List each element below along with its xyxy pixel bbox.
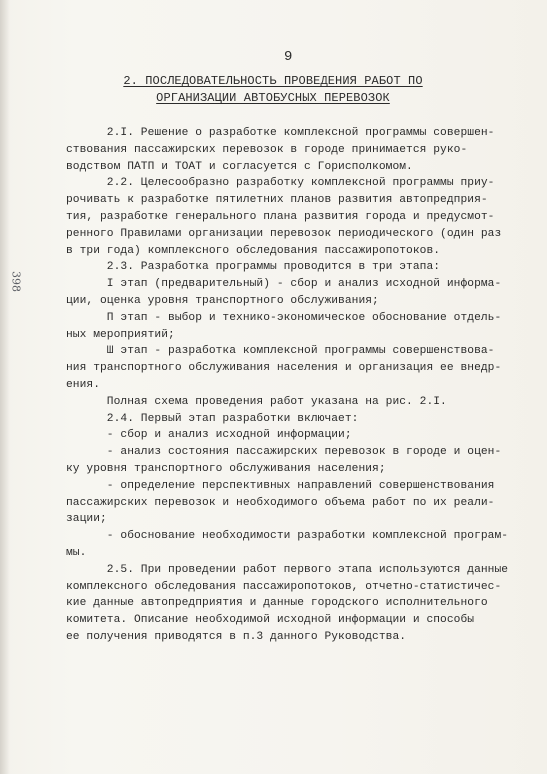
- body-line: 2.4. Первый этап разработки включает:: [66, 412, 359, 425]
- document-body: [66, 125, 508, 646]
- body-line: 2.3. Разработка программы проводится в три этапа:: [66, 261, 441, 274]
- body-line: Ш этап - разработка комплексной программы совершенствова-: [66, 345, 495, 358]
- body-line: - обоснование необходимости разработки комплексной програм-: [66, 530, 509, 543]
- body-line: ку уровня транспортного обслуживания населения;: [66, 462, 386, 475]
- body-line: I этап (предварительный) - сбор и анализ исходной информа-: [66, 278, 502, 291]
- body-line: - сбор и анализ исходной информации;: [66, 429, 352, 442]
- body-line: комплексного обследования пассажиропотоков, отчетно-статистичес-: [66, 580, 502, 593]
- body-line: зации;: [66, 513, 107, 526]
- body-line: ения.: [66, 378, 101, 391]
- body-line: ствования пассажирских перевозок в городе принимается руко-: [66, 143, 468, 156]
- body-line: П этап - выбор и технико-экономическое обоснование отдель-: [66, 311, 502, 324]
- body-line: рочивать к разработке пятилетних планов развития автопредприя-: [66, 194, 488, 207]
- body-line: ния транспортного обслуживания населения и организация ее внедр-: [66, 362, 502, 375]
- body-line: кие данные автопредприятия и данные городского исполнительного: [66, 597, 488, 610]
- body-line: комитета. Описание необходимой исходной информации и способы: [66, 614, 475, 627]
- body-line: Полная схема проведения работ указана на рис. 2.I.: [66, 395, 447, 408]
- body-line: 2.5. При проведении работ первого этапа используются данные: [66, 563, 509, 576]
- body-line: пассажирских перевозок и необходимого объема работ по их реали-: [66, 496, 495, 509]
- body-line: водством ПАТП и ТОАТ и согласуется с Горисполкомом.: [66, 160, 413, 173]
- body-line: в три года) комплексного обследования пассажиропотоков.: [66, 244, 441, 257]
- section-title-line-2: ОРГАНИЗАЦИИ АВТОБУСНЫХ ПЕРЕВОЗОК: [156, 91, 390, 105]
- body-line: тия, разработке генерального плана развития города и предусмот-: [66, 210, 495, 223]
- margin-handwritten-number: 398: [9, 271, 23, 292]
- body-line: - анализ состояния пассажирских перевозок в городе и оцен-: [66, 446, 502, 459]
- section-title-line-1: 2. ПОСЛЕДОВАТЕЛЬНОСТЬ ПРОВЕДЕНИЯ РАБОТ ПО: [123, 74, 423, 88]
- body-line: ее получения приводятся в п.3 данного Руководства.: [66, 630, 407, 643]
- body-line: 2.I. Решение о разработке комплексной программы совершен-: [66, 127, 495, 139]
- body-line: ции, оценка уровня транспортного обслуживания;: [66, 294, 379, 307]
- body-line: мы.: [66, 546, 87, 559]
- page-number: 9: [284, 49, 293, 65]
- body-line: 2.2. Целесообразно разработку комплексной программы приу-: [66, 177, 495, 190]
- body-line: ренного Правилами организации перевозок периодического (один раз: [66, 227, 502, 240]
- body-line: ных мероприятий;: [66, 328, 175, 341]
- body-line: - определение перспективных направлений совершенствования: [66, 479, 495, 492]
- section-title: [93, 73, 453, 107]
